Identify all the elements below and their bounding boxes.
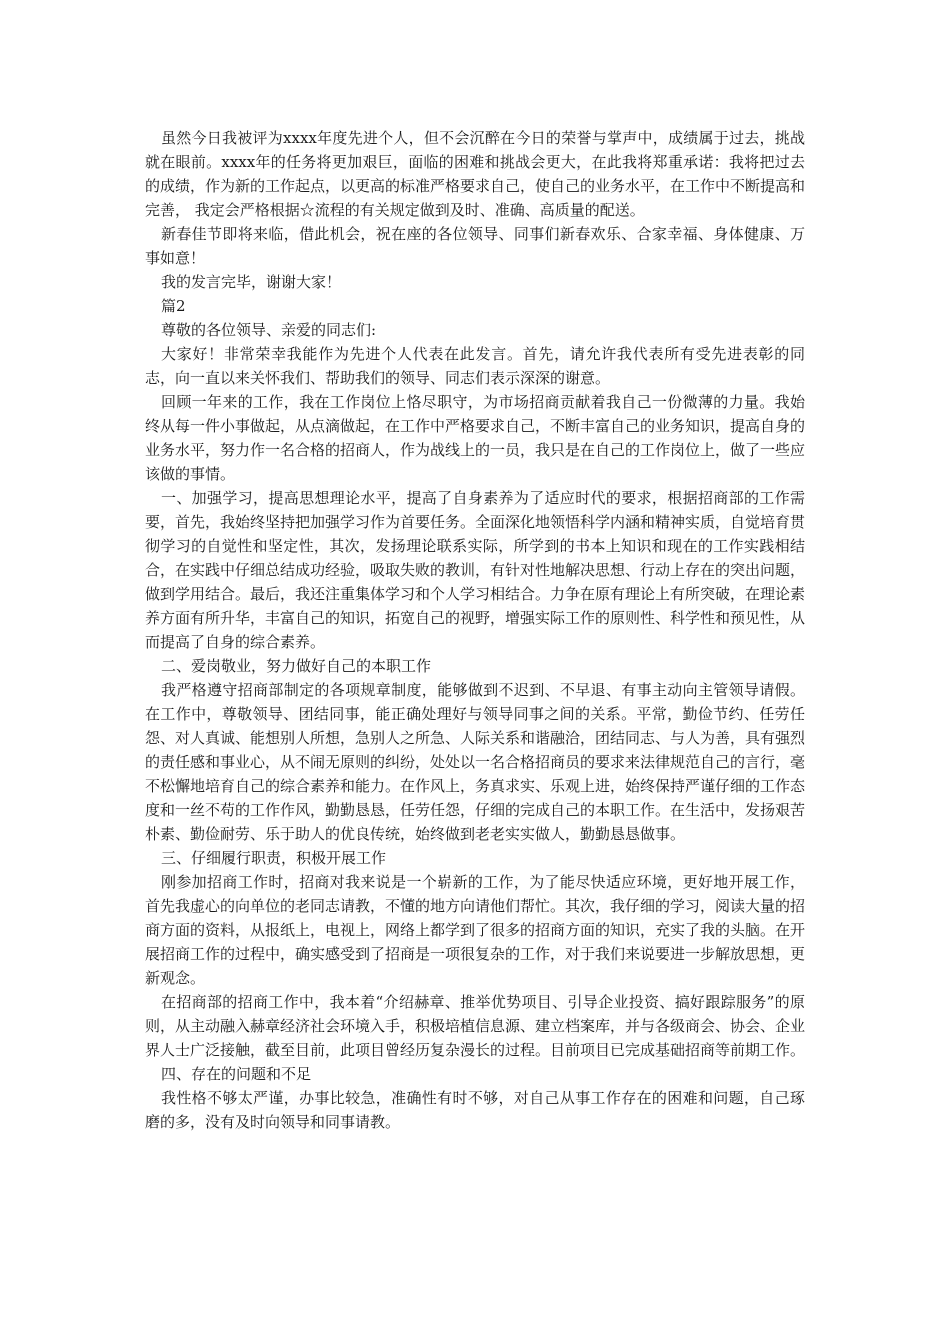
paragraph: 虽然今日我被评为xxxx年度先进个人，但不会沉醉在今日的荣誉与掌声中，成绩属于过去，挑战就在眼前。xxxx年的任务将更加艰巨，面临的困难和挑战会更大，在此我将郑重承诺：我将把过去的成绩，作为新的工作起点，以更高的标准严格要求自己，使自己的业务水平，在工作中不断提高和完善， 我定会严格根据☆流程的有关规定做到及时、准确、高质量的配送。	[145, 129, 806, 219]
section-heading: 二、爱岗敬业，努力做好自己的本职工作	[161, 657, 432, 675]
paragraph: 回顾一年来的工作，我在工作岗位上恪尽职守，为市场招商贡献着我自己一份微薄的力量。我始终从每一件小事做起，从点滴做起，在工作中严格要求自己，不断丰富自己的业务知识，提高自身的业务水平，努力作一名合格的招商人，作为战线上的一员，我只是在自己的工作岗位上，做了一些应该做的事情。	[145, 393, 806, 483]
salutation: 尊敬的各位领导、亲爱的同志们:	[161, 321, 377, 339]
paragraph: 我严格遵守招商部制定的各项规章制度，能够做到不迟到、不早退、有事主动向主管领导请假。在工作中，尊敬领导、团结同事，能正确处理好与领导同事之间的关系。平常，勤俭节约、任劳任怨、对人真诚、能想别人所想，急别人之所急、人际关系和谐融洽，团结同志、与人为善，具有强烈的责任感和事业心，从不闹无原则的纠纷，处处以一名合格招商员的要求来法律规范自己的言行，毫不松懈地培育自己的综合素养和能力。在作风上，务真求实、乐观上进，始终保持严谨仔细的工作态度和一丝不苟的工作作风，勤勤恳恳，任劳任怨，仔细的完成自己的本职工作。在生活中，发扬艰苦朴素、勤俭耐劳、乐于助人的优良传统，始终做到老老实实做人，勤勤恳恳做事。	[145, 681, 806, 843]
section-heading: 四、存在的问题和不足	[161, 1065, 312, 1083]
paragraph: 刚参加招商工作时，招商对我来说是一个崭新的工作，为了能尽快适应环境，更好地开展工作，首先我虚心的向单位的老同志请教，不懂的地方向请他们帮忙。其次，我仔细的学习，阅读大量的招商方面的资料，从报纸上，电视上，网络上都学到了很多的招商方面的知识，充实了我的头脑。在开展招商工作的过程中，确实感受到了招商是一项很复杂的工作，对于我们来说要进一步解放思想，更新观念。	[145, 873, 806, 987]
paragraph: 大家好！非常荣幸我能作为先进个人代表在此发言。首先，请允许我代表所有受先进表彰的同志，向一直以来关怀我们、帮助我们的领导、同志们表示深深的谢意。	[145, 345, 805, 387]
paragraph: 新春佳节即将来临，借此机会，祝在座的各位领导、同事们新春欢乐、合家幸福、身体健康、万事如意！	[145, 225, 805, 267]
paragraph: 在招商部的招商工作中，我本着“介绍赫章、推举优势项目、引导企业投资、搞好跟踪服务”的原则，从主动融入赫章经济社会环境入手，积极培植信息源、建立档案库，并与各级商会、协会、企业界人士广泛接触，截至目前，此项目曾经历复杂漫长的过程。目前项目已完成基础招商等前期工作。	[145, 993, 806, 1059]
paragraph: 我的发言完毕，谢谢大家！	[161, 273, 342, 291]
section-heading: 三、仔细履行职责，积极开展工作	[161, 849, 387, 867]
paragraph: 一、加强学习，提高思想理论水平，提高了自身素养为了适应时代的要求，根据招商部的工作需要，首先，我始终坚持把加强学习作为首要任务。全面深化地领悟科学内涵和精神实质，自觉培育贯彻学习的自觉性和坚定性，其次，发扬理论联系实际，所学到的书本上知识和现在的工作实践相结合，在实践中仔细总结成功经验，吸取失败的教训，有针对性地解决思想、行动上存在的突出问题，做到学用结合。最后，我还注重集体学习和个人学习相结合。力争在原有理论上有所突破，在理论素养方面有所升华，丰富自己的知识，拓宽自己的视野，增强实际工作的原则性、科学性和预见性，从而提高了自身的综合素养。	[145, 489, 806, 651]
paragraph: 我性格不够太严谨，办事比较急，准确性有时不够，对自己从事工作存在的困难和问题，自己琢磨的多，没有及时向领导和同事请教。	[145, 1089, 805, 1131]
document-body	[145, 126, 805, 1134]
section-label: 篇2	[161, 297, 186, 315]
